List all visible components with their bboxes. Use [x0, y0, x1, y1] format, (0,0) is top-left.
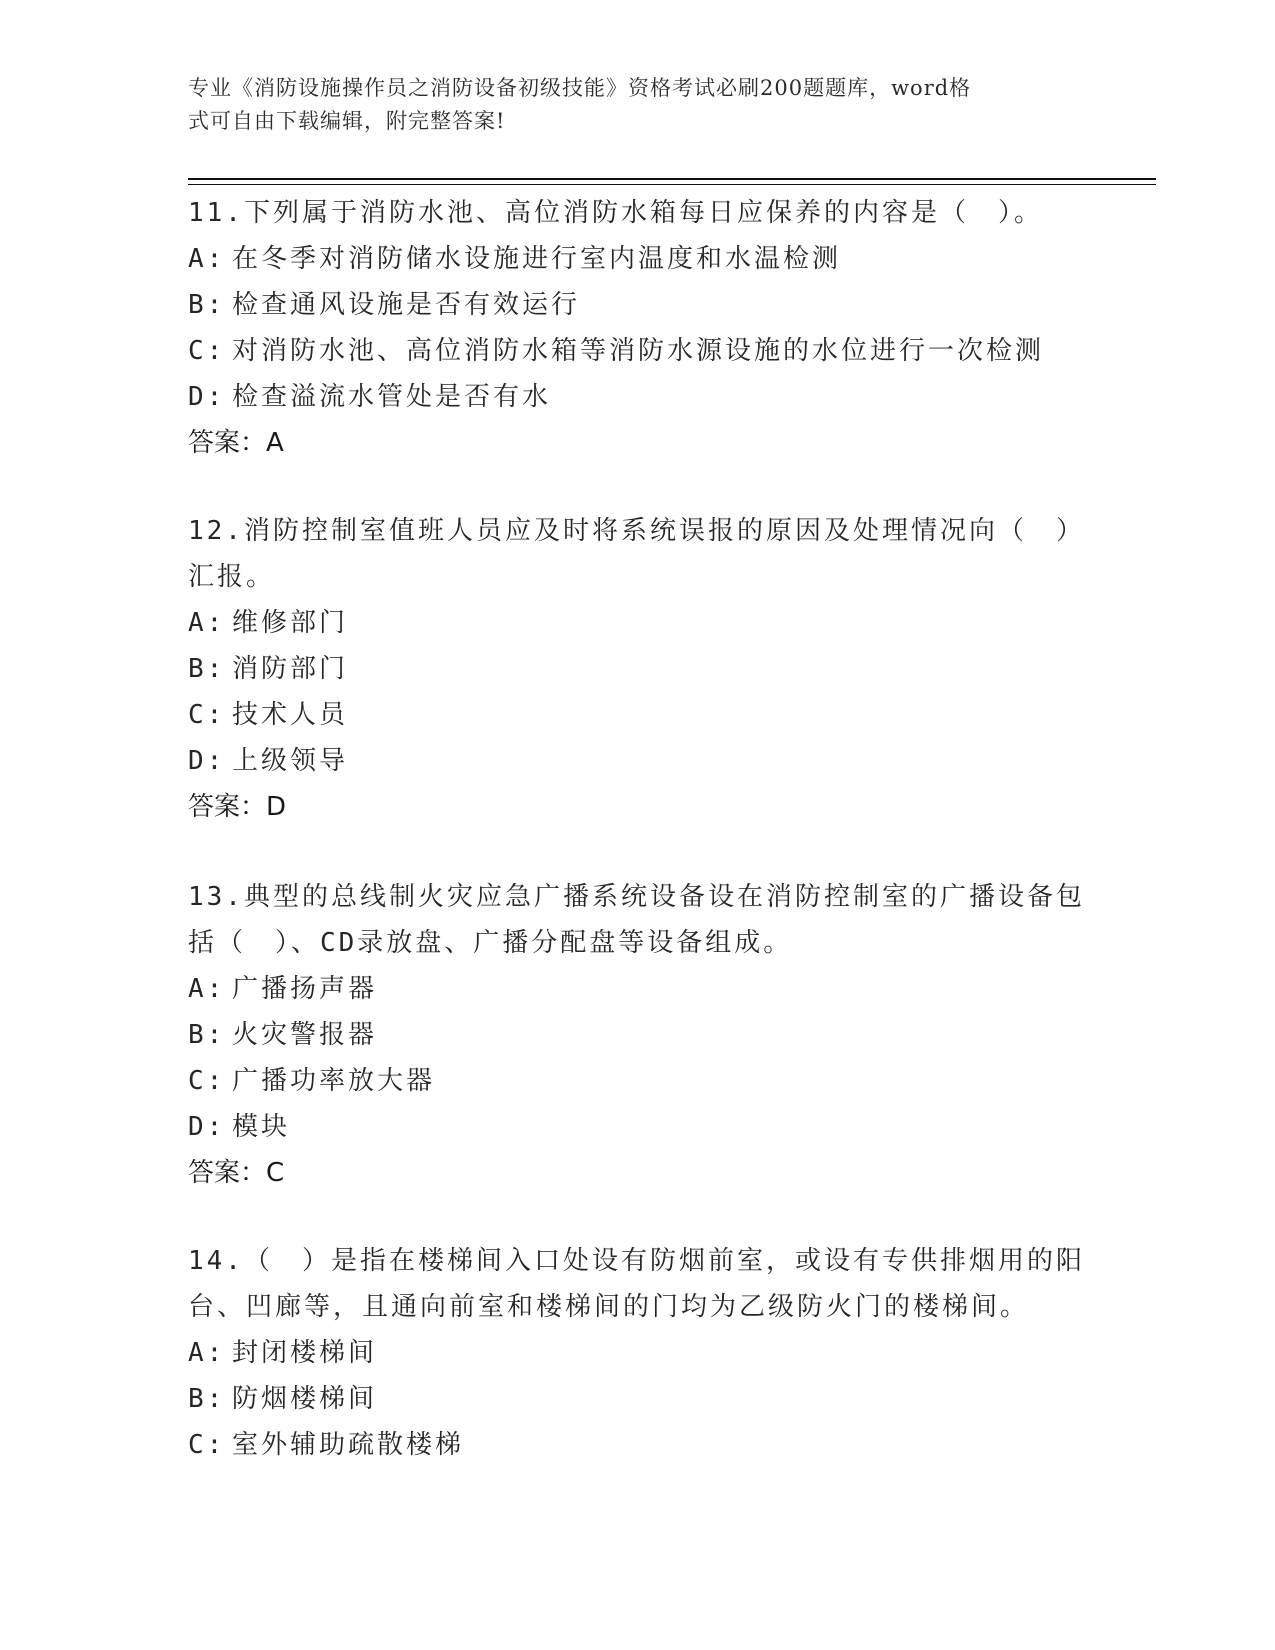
- question-11: [188, 190, 1088, 466]
- option-text: 防烟楼梯间: [232, 1384, 378, 1414]
- option-c: [188, 692, 1088, 738]
- option-key: A:: [188, 244, 226, 274]
- option-c: [188, 1422, 1088, 1468]
- answer-label: 答案：C: [188, 1158, 285, 1188]
- option-text: 封闭楼梯间: [232, 1338, 378, 1368]
- question-stem: 13.典型的总线制火灾应急广播系统设备设在消防控制室的广播设备包括（ ）、CD录放盘、广播分配盘等设备组成。: [188, 882, 1085, 958]
- option-text: 火灾警报器: [232, 1020, 378, 1050]
- option-key: C:: [188, 700, 226, 730]
- option-key: A:: [188, 974, 226, 1004]
- option-b: [188, 282, 1088, 328]
- answer-label: 答案：A: [188, 428, 284, 458]
- option-d: [188, 374, 1088, 420]
- option-text: 检查通风设施是否有效运行: [232, 290, 581, 320]
- option-d: [188, 738, 1088, 784]
- header-line-2: 式可自由下载编辑，附完整答案!: [188, 109, 506, 133]
- option-key: B:: [188, 1020, 226, 1050]
- question-stem: 11.下列属于消防水池、高位消防水箱每日应保养的内容是（ ）。: [188, 198, 1043, 228]
- question-stem: 14.（ ）是指在楼梯间入口处设有防烟前室，或设有专供排烟用的阳台、凹廊等，且通向前室和楼梯间的门均为乙级防火门的楼梯间。: [188, 1246, 1085, 1322]
- option-text: 广播扬声器: [232, 974, 378, 1004]
- option-key: D:: [188, 746, 226, 776]
- option-text: 消防部门: [232, 654, 349, 684]
- question-13: [188, 874, 1088, 1196]
- option-key: B:: [188, 654, 226, 684]
- option-key: D:: [188, 1112, 226, 1142]
- option-c: [188, 1058, 1088, 1104]
- option-a: [188, 1330, 1088, 1376]
- option-a: [188, 600, 1088, 646]
- option-text: 上级领导: [232, 746, 349, 776]
- question-12: [188, 508, 1088, 830]
- option-key: B:: [188, 290, 226, 320]
- option-a: [188, 236, 1088, 282]
- option-key: C:: [188, 336, 226, 366]
- header-divider-thick: [188, 178, 1156, 180]
- option-text: 模块: [232, 1112, 291, 1142]
- option-text: 技术人员: [232, 700, 349, 730]
- answer-label: 答案：D: [188, 792, 287, 822]
- option-key: C:: [188, 1066, 226, 1096]
- option-key: D:: [188, 382, 226, 412]
- option-text: 室外辅助疏散楼梯: [232, 1430, 465, 1460]
- option-key: A:: [188, 1338, 226, 1368]
- option-text: 对消防水池、高位消防水箱等消防水源设施的水位进行一次检测: [232, 336, 1045, 366]
- option-b: [188, 1376, 1088, 1422]
- option-text: 检查溢流水管处是否有水: [232, 382, 552, 412]
- option-key: C:: [188, 1430, 226, 1460]
- option-text: 在冬季对消防储水设施进行室内温度和水温检测: [232, 244, 842, 274]
- header-divider-thin: [188, 184, 1156, 185]
- option-text: 广播功率放大器: [232, 1066, 436, 1096]
- option-d: [188, 1104, 1088, 1150]
- option-b: [188, 1012, 1088, 1058]
- option-text: 维修部门: [232, 608, 349, 638]
- option-a: [188, 966, 1088, 1012]
- option-key: A:: [188, 608, 226, 638]
- question-14: [188, 1238, 1088, 1468]
- question-stem: 12.消防控制室值班人员应及时将系统误报的原因及处理情况向（ ）汇报。: [188, 516, 1085, 592]
- header-line-1: 专业《消防设施操作员之消防设备初级技能》资格考试必刷200题题库，word格: [188, 76, 972, 100]
- option-key: B:: [188, 1384, 226, 1414]
- option-c: [188, 328, 1088, 374]
- option-b: [188, 646, 1088, 692]
- document-header: [188, 72, 1068, 138]
